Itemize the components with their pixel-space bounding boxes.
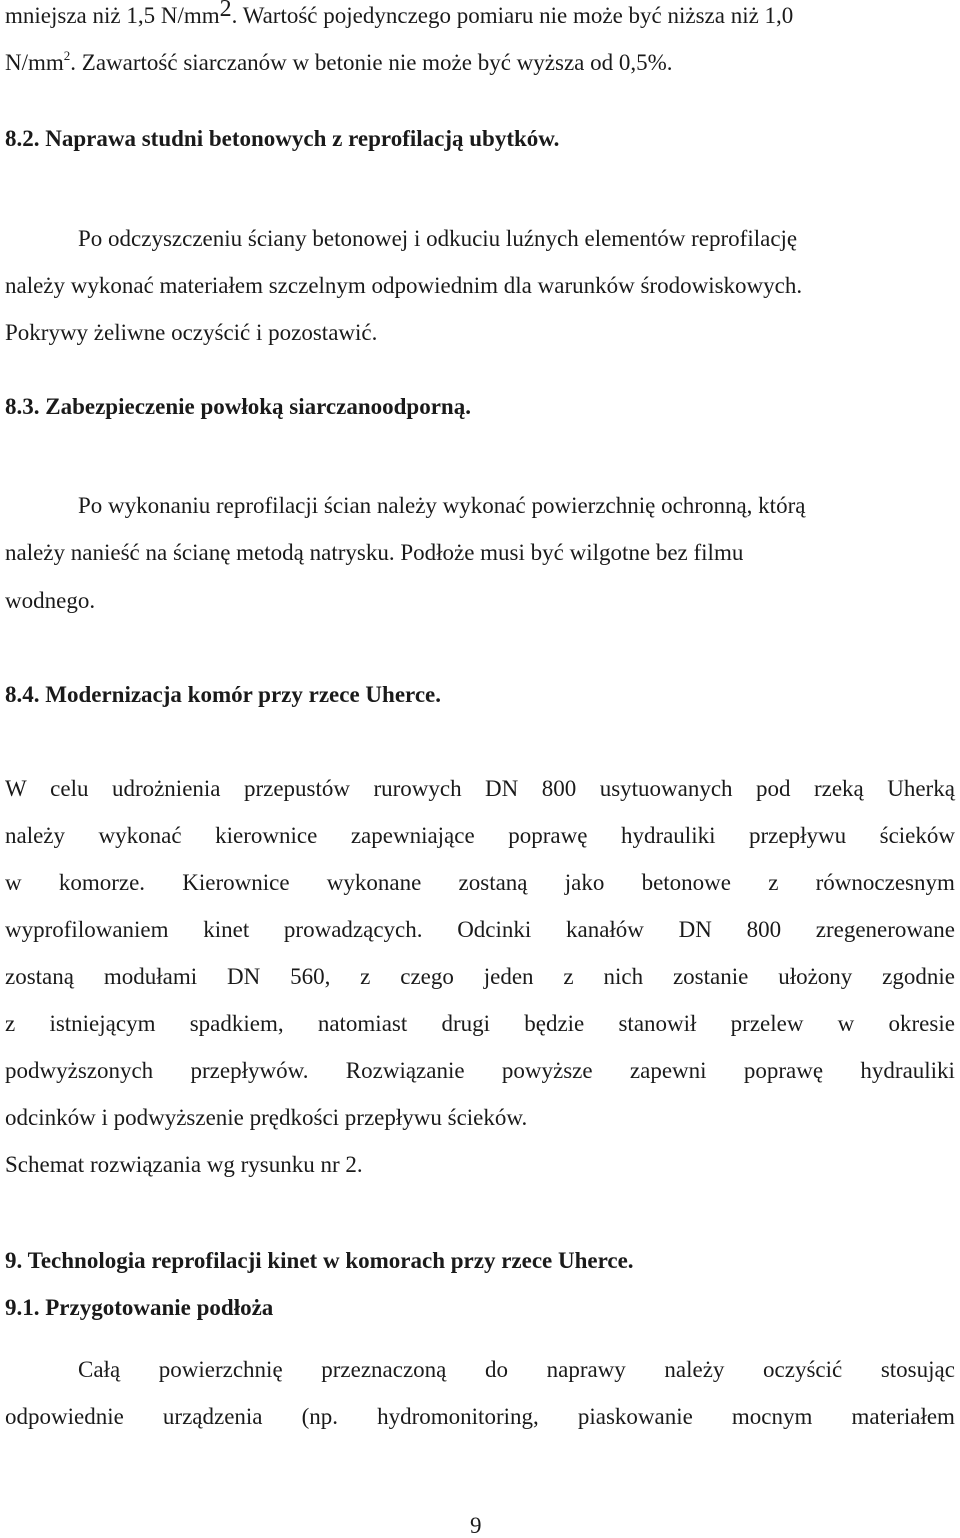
word: ułożony	[778, 964, 853, 989]
justified-line	[5, 777, 955, 800]
word: 800	[746, 917, 782, 942]
word: należy	[5, 823, 66, 848]
justified-line	[5, 824, 955, 847]
word: w	[837, 1011, 855, 1036]
word: W	[5, 776, 27, 801]
word: jeden	[483, 964, 534, 989]
justified-line	[5, 1059, 955, 1082]
word: Odcinki	[457, 917, 532, 942]
word: 560,	[290, 964, 331, 989]
word: DN	[485, 776, 519, 801]
word: powyższe	[501, 1058, 593, 1083]
justified-line	[5, 1012, 955, 1035]
word: okresie	[888, 1011, 955, 1036]
word: hydrauliki	[860, 1058, 955, 1083]
text-line: $N/mm^2$. Zawartość siarczanów w betonie nie może być wyższa od 0,5%.	[5, 48, 673, 75]
word: wyprofilowaniem	[5, 917, 169, 942]
word: jako	[564, 870, 605, 895]
chapter-heading: 9. Technologia reprofilacji kinet w komorach przy rzece Uherce.	[5, 1248, 634, 1273]
justified-line	[5, 871, 955, 894]
word: podwyższonych	[5, 1058, 154, 1083]
word: prowadzących.	[283, 917, 423, 942]
word: stosując	[880, 1357, 955, 1382]
word: przepływów.	[190, 1058, 309, 1083]
word: zostaną	[5, 964, 74, 989]
word: mocnym	[731, 1404, 813, 1429]
word: kierownice	[215, 823, 318, 848]
word: nich	[603, 964, 644, 989]
word: materiałem	[851, 1404, 955, 1429]
word: drugi	[441, 1011, 491, 1036]
section-heading: 8.3. Zabezpieczenie powłoką siarczanoodporną.	[5, 394, 471, 419]
word: natomiast	[317, 1011, 408, 1036]
text-line: Po wykonaniu reprofilacji ścian należy wykonać powierzchnię ochronną, którą	[78, 493, 806, 518]
word: zgodnie	[882, 964, 955, 989]
word: zapewniające	[350, 823, 475, 848]
word: należy	[664, 1357, 725, 1382]
word: (np.	[301, 1404, 339, 1429]
text-line: wodnego.	[5, 588, 96, 613]
word: będzie	[524, 1011, 585, 1036]
word: zostanie	[672, 964, 749, 989]
section-heading: 8.2. Naprawa studni betonowych z reprofilacją ubytków.	[5, 126, 560, 151]
word: udrożnienia	[111, 776, 221, 801]
justified-line	[5, 918, 955, 941]
word: Całą	[78, 1357, 121, 1382]
word: rzeką	[813, 776, 864, 801]
word: hydromonitoring,	[377, 1404, 539, 1429]
word: kinet	[203, 917, 250, 942]
word: z	[768, 870, 779, 895]
word: pod	[756, 776, 791, 801]
word: stanowił	[618, 1011, 697, 1036]
text-line: Po odczyszczeniu ściany betonowej i odkuciu luźnych elementów reprofilację	[78, 226, 798, 251]
section-heading: 9.1. Przygotowanie podłoża	[5, 1295, 274, 1320]
word: zregenerowane	[815, 917, 955, 942]
word: z	[5, 1011, 16, 1036]
page-number: 9	[470, 1513, 482, 1538]
text-line: mniejsza niż 1,5 $N/mm^2$. Wartość pojedynczego pomiaru nie może być niższa niż 1,0	[5, 0, 794, 28]
word: oczyścić	[763, 1357, 843, 1382]
word: kanałów	[566, 917, 644, 942]
word: poprawę	[508, 823, 588, 848]
word: zostaną	[458, 870, 528, 895]
word: wykonane	[326, 870, 422, 895]
text-line: odcinków i podwyższenie prędkości przepływu ścieków.	[5, 1105, 528, 1130]
word: Kierownice	[182, 870, 290, 895]
justified-line	[5, 965, 955, 988]
word: usytuowanych	[599, 776, 733, 801]
word: betonowe	[641, 870, 731, 895]
word: DN	[226, 964, 261, 989]
text-line: należy nanieść na ścianę metodą natrysku. Podłoże musi być wilgotne bez filmu	[5, 540, 744, 565]
word: do	[485, 1357, 508, 1382]
text-line: Pokrywy żeliwne oczyścić i pozostawić.	[5, 320, 378, 345]
word: poprawę	[743, 1058, 824, 1083]
justified-line	[5, 1405, 955, 1428]
word: celu	[50, 776, 89, 801]
word: hydrauliki	[620, 823, 716, 848]
word: naprawy	[546, 1357, 626, 1382]
word: zapewni	[629, 1058, 707, 1083]
word: rurowych	[373, 776, 462, 801]
word: równoczesnym	[815, 870, 955, 895]
word: modułami	[103, 964, 198, 989]
word: powierzchnię	[158, 1357, 283, 1382]
word: Uherką	[887, 776, 955, 801]
section-heading: 8.4. Modernizacja komór przy rzece Uherce.	[5, 682, 441, 707]
word: Rozwiązanie	[345, 1058, 465, 1083]
word: przelew	[730, 1011, 804, 1036]
word: z	[360, 964, 371, 989]
word: ścieków	[879, 823, 955, 848]
word: wykonać	[98, 823, 182, 848]
word: piaskowanie	[577, 1404, 693, 1429]
word: przepustów	[243, 776, 350, 801]
word: z	[563, 964, 574, 989]
text-line: Schemat rozwiązania wg rysunku nr 2.	[5, 1152, 363, 1177]
word: czego	[400, 964, 454, 989]
word: przeznaczoną	[321, 1357, 447, 1382]
justified-line	[78, 1358, 955, 1381]
word: 800	[541, 776, 577, 801]
word: DN	[678, 917, 712, 942]
word: urządzenia	[162, 1404, 263, 1429]
word: istniejącym	[49, 1011, 156, 1036]
text-line: należy wykonać materiałem szczelnym odpowiednim dla warunków środowiskowych.	[5, 273, 803, 298]
word: odpowiednie	[5, 1404, 124, 1429]
word: spadkiem,	[189, 1011, 284, 1036]
word: komorze.	[58, 870, 146, 895]
word: przepływu	[749, 823, 847, 848]
word: w	[5, 870, 22, 895]
